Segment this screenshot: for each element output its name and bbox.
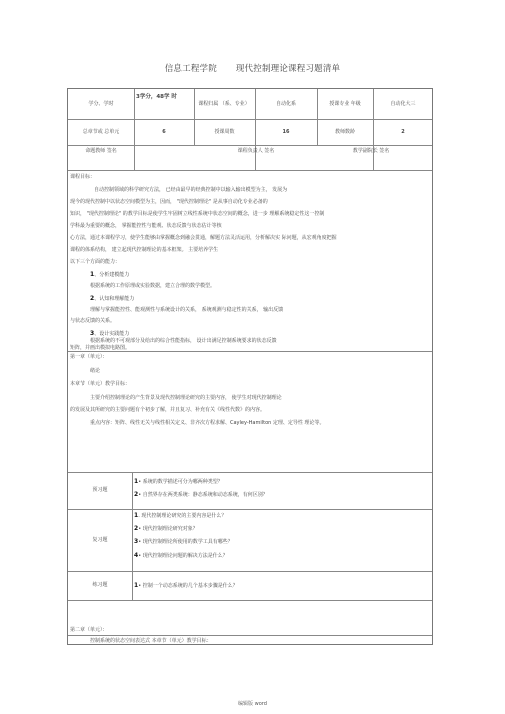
chapter1-line: 主要介绍控制理论的产生背景及现代控制理论研究的主要内容， 使学生对现代控制理论 (90, 395, 282, 401)
chapter1-line: 重点内容：矩阵、线性无关与线性相关定义、非齐次方程求解、Cayley-Hamilton 定理、定导性 理论等。 (90, 420, 325, 426)
preview-question (134, 491, 268, 499)
question-text: . 现代控制理论研究的主要内容是什么？ (138, 513, 227, 519)
question-text: • 现代控制理论研究对象？ (138, 526, 198, 532)
goals-line: 以下三个方面的能力： (70, 259, 121, 265)
goals-line: 自动控制领域的科学研究方法， 已经由最早的经典控制中以输入输出模型为主， 发展为 (94, 187, 288, 193)
ability-number: 1 (90, 271, 95, 278)
ability-label: 、设计实践能力 (94, 331, 130, 337)
goals-line: 课程的体系结构， 建立起现代控制理论的基本框架。 主要培养学生 (70, 247, 219, 253)
weeks-value: 6 (162, 128, 166, 135)
question-text: • 自然界存在两类系统：静态系统和动态系统，有何区别？ (138, 492, 268, 498)
review-question (134, 525, 198, 533)
question-text: • 现代控制理论所使用的数学工具有哪些？ (138, 539, 233, 545)
chapter1-goal: 本章节（单元）教学目标： (70, 381, 131, 387)
chapter1-heading: 第一章（单元）： (70, 354, 108, 360)
col-divider (132, 472, 133, 600)
course-list-title: 现代控制理论课程习题清单 (235, 64, 341, 74)
review-question (134, 512, 226, 520)
ability-desc: 矩阵，并画出模拟电路图。 (70, 345, 131, 351)
goals-heading: 课程目标： (70, 174, 96, 180)
school-name: 信息工程学院 (164, 64, 217, 74)
review-label: 复习题 (92, 536, 108, 543)
ability-desc: 根据系统的工作原理或实验数据，建立合理的数学模型。 (90, 283, 216, 289)
teachers-value: 2 (401, 128, 405, 135)
goals-line: 心方法，通过本课程学习，使学生能够由掌握概念到融会贯通，解题方法灵活运用，分析解决实 际问题，从宏观角度把握 (70, 235, 337, 241)
lead-label: 课程负责人 签名 (237, 148, 275, 154)
major-value: 自动化大三 (390, 100, 416, 107)
review-question (134, 538, 233, 546)
preview-question (134, 478, 223, 486)
ability-label: 、认知和理解能力 (94, 296, 135, 302)
row-divider (68, 170, 432, 171)
author-label: 命题教师 签名 (85, 148, 117, 154)
ability-desc: 根据系统的不可观部分及给出的综合性能指标， 设计出满足控制系统要求的状态反馈 (90, 338, 277, 344)
weeks-label: 总章节或 总单元 (82, 128, 120, 135)
teachers-label: 教师数龄 (334, 128, 355, 135)
question-number: 3 (134, 538, 139, 545)
times-value: 16 (282, 128, 290, 135)
belong-value: 自动化系 (275, 100, 296, 107)
page-title (0, 62, 505, 74)
row-divider (68, 635, 432, 636)
belong-label: 课程归属 （系、专业） (198, 100, 250, 107)
ability-number: 3 (90, 330, 95, 337)
credit-label: 学分、学时 (88, 100, 114, 107)
ability-desc: 与状态反馈的关系。 (70, 318, 116, 324)
ability-desc: 理解与掌握能控性、能观测性与系统设计的关系， 系统观测与稳定性的关系， 输出反馈 (90, 307, 284, 313)
preview-label: 预习题 (92, 487, 108, 493)
syllabus-table (67, 88, 433, 645)
question-number: 4 (134, 552, 139, 559)
ability-item-3 (90, 330, 129, 338)
chapter2-line: 控制系统的状态空间表达式 本章节（单元）教学目标： (90, 638, 212, 644)
dean-label: 教学副院长 签名 (352, 148, 390, 154)
goals-line: 现今的现代控制中以状态空间模型为主，因而， "现代控制理论" 是从事自动化专业必备的 (70, 199, 268, 205)
question-number: 1 (134, 512, 139, 519)
chapter2-heading: 第二章（单元）： (70, 627, 108, 633)
chapter1-line: 的发展及其所研究的主要问题有个初步了解，并且复习、补充有关《线性代数》的内容。 (70, 407, 266, 413)
question-number: 1 (134, 478, 139, 485)
ability-item-1 (90, 271, 129, 279)
question-text: • 现代控制理论问题的解决方法是什么？ (138, 553, 228, 559)
goals-line: 知识， "现代控制理论" 的教学目标是使学生牢固树立线性系统中状态空间的概念，进一步 理解系统稳定性这一控制 (70, 211, 325, 217)
review-question (134, 552, 228, 560)
question-text: • 系统的数学描述可分为哪两种类型？ (138, 479, 223, 485)
row-divider (68, 600, 432, 601)
exercise-question (134, 582, 238, 590)
ability-item-2 (90, 295, 134, 303)
ability-label: 、分析建模能力 (94, 272, 130, 278)
question-text: • 控制一个动态系统的几个基本步骤是什么？ (138, 583, 238, 589)
question-number: 2 (134, 525, 139, 532)
credit-value: 3学分，48学 时 (136, 94, 177, 100)
times-label: 授课周数 (214, 128, 235, 135)
major-label: 授课专业 年级 (329, 100, 361, 107)
chapter1-name: 绪论 (90, 368, 101, 374)
question-number: 2 (134, 491, 139, 498)
goals-line: 学科最为重要的概念， 掌握能控性与能观、状态反馈与状态估计等核 (70, 223, 222, 229)
exercise-label: 练习题 (92, 582, 108, 588)
question-number: 1 (134, 582, 139, 589)
page-footer: 编辑版 word (238, 701, 267, 707)
ability-number: 2 (90, 295, 95, 302)
